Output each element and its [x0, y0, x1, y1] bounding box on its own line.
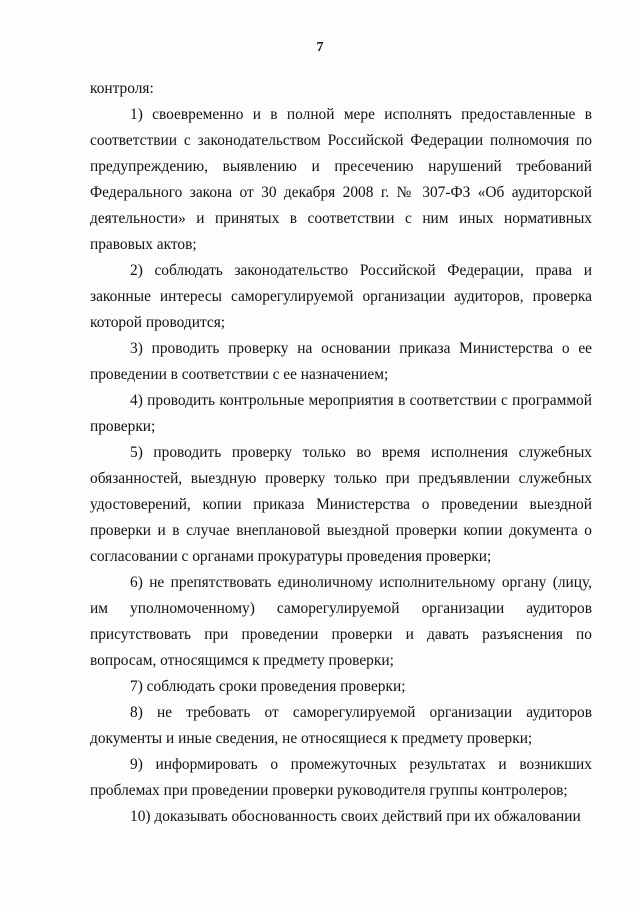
- list-item-10: 10) доказывать обоснованность своих действий при их обжаловании: [130, 808, 581, 825]
- list-item-1: 1) своевременно и в полной мере исполнять предоставленные в соответствии с законодательством Российской Федерации полномочия по предупреждению, выявлению и пресечению нарушений требований Федерального закона от 30 декабря 2008 г. № 307-ФЗ «Об аудиторской деятельности» и принятых в соответствии с ним иных нормативных правовых актов;: [90, 106, 592, 253]
- page-number: 7: [316, 40, 324, 55]
- lead-text: контроля:: [90, 80, 154, 97]
- list-item-6: 6) не препятствовать единоличному исполнительному органу (лицу, им уполномоченному) саморегулируемой организации аудиторов присутствовать при проведении проверки и давать разъяснения по вопросам, относящимся к предмету проверки;: [90, 574, 592, 669]
- list-item-8: 8) не требовать от саморегулируемой организации аудиторов документы и иные сведения, не относящиеся к предмету проверки;: [90, 704, 592, 747]
- list-item-5: 5) проводить проверку только во время исполнения служебных обязанностей, выездную проверку только при предъявлении служебных удостоверений, копии приказа Министерства о проведении выездной проверки и в случае внеплановой выездной проверки копии документа о согласовании с органами прокуратуры проведения проверки;: [90, 444, 592, 565]
- list-item-2: 2) соблюдать законодательство Российской Федерации, права и законные интересы саморегулируемой организации аудиторов, проверка которой проводится;: [90, 262, 592, 331]
- document-body: [90, 76, 592, 830]
- list-item-9: 9) информировать о промежуточных результатах и возникших проблемах при проведении проверки руководителя группы контролеров;: [90, 756, 592, 799]
- list-item-3: 3) проводить проверку на основании приказа Министерства о ее проведении в соответствии с ее назначением;: [90, 340, 592, 383]
- list-item-4: 4) проводить контрольные мероприятия в соответствии с программой проверки;: [90, 392, 592, 435]
- list-item-7: 7) соблюдать сроки проведения проверки;: [130, 678, 406, 695]
